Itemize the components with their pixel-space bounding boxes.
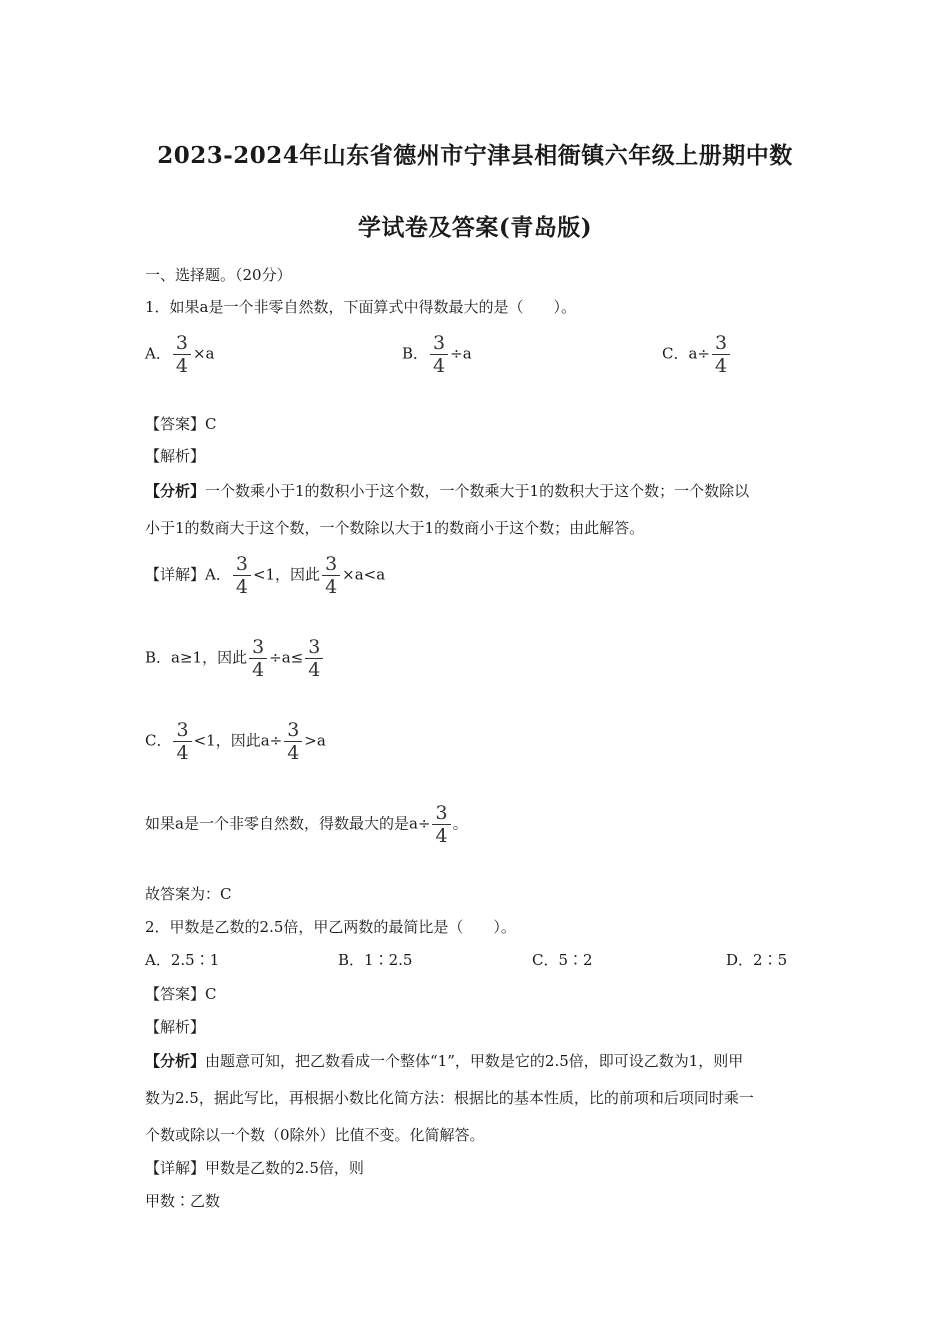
q2-analysis-label: 【解析】: [145, 1018, 206, 1036]
q2-option-c: C．5∶2: [532, 951, 593, 969]
q2-answer: 【答案】C: [145, 985, 217, 1003]
q2-detail-line2: 甲数∶乙数: [145, 1192, 221, 1210]
q2-detail-line1: 【详解】甲数是乙数的2.5倍，则: [145, 1159, 364, 1177]
q1-option-c: C．a÷ $\frac{3}{4}$: [662, 332, 732, 377]
q2-option-a: A．2.5∶1: [145, 951, 220, 969]
doc-title-line2: 学试卷及答案(青岛版): [357, 214, 593, 241]
fraction: $\frac{3}{4}$: [173, 332, 191, 377]
q1-fenxi-line2: 小于1的数商大于这个数，一个数除以大于1的数商小于这个数；由此解答。: [145, 519, 645, 537]
q1-detail-b: B．a≥1，因此 $\frac{3}{4}$ ÷a≤ $\frac{3}{4}$: [145, 636, 325, 681]
fraction: $\frac{3}{4}$: [430, 332, 448, 377]
q2-fenxi-line2: 数为2.5，据此写比，再根据小数比化简方法：根据比的基本性质，比的前项和后项同时乘一: [145, 1089, 754, 1107]
q1-option-b: B． $\frac{3}{4}$ ÷a: [402, 332, 472, 377]
q1-fenxi-line1: 【分析】一个数乘小于1的数积小于这个数，一个数乘大于1的数积大于这个数；一个数除以: [145, 482, 750, 500]
section-heading: 一、选择题。（20分）: [145, 266, 292, 284]
q2-option-d: D．2∶5: [726, 951, 788, 969]
fraction: $\frac{3}{4}$: [712, 332, 730, 377]
q2-fenxi-line1: 【分析】由题意可知，把乙数看成一个整体“1”，甲数是它的2.5倍，即可设乙数为1，则甲: [145, 1052, 744, 1070]
q1-conclusion: 如果a是一个非零自然数，得数最大的是a÷ $\frac{3}{4}$ 。: [145, 802, 468, 847]
fraction: $\frac{3}{4}$: [432, 802, 450, 847]
q1-detail-c: C． $\frac{3}{4}$ <1，因此a÷ $\frac{3}{4}$ >a: [145, 719, 326, 764]
q1-final-answer: 故答案为：C: [145, 885, 232, 903]
q1-detail-a: 【详解】A． $\frac{3}{4}$ <1，因此 $\frac{3}{4}$ ×a<a: [145, 553, 386, 598]
fraction: $\frac{3}{4}$: [305, 636, 323, 681]
fraction: $\frac{3}{4}$: [284, 719, 302, 764]
fraction: $\frac{3}{4}$: [322, 553, 340, 598]
fraction: $\frac{3}{4}$: [233, 553, 251, 598]
q2-stem: 2．甲数是乙数的2.5倍，甲乙两数的最简比是（ ）。: [145, 918, 516, 936]
doc-title-line1: 2023-2024年山东省德州市宁津县相衙镇六年级上册期中数: [157, 142, 793, 169]
q2-fenxi-line3: 个数或除以一个数（0除外）比值不变。化简解答。: [145, 1126, 485, 1144]
fraction: $\frac{3}{4}$: [249, 636, 267, 681]
q1-answer: 【答案】C: [145, 415, 217, 433]
q1-option-a: A． $\frac{3}{4}$ ×a: [145, 332, 215, 377]
q1-analysis-label: 【解析】: [145, 447, 206, 465]
q2-option-b: B．1∶2.5: [338, 951, 413, 969]
q1-stem: 1．如果a是一个非零自然数，下面算式中得数最大的是（ ）。: [145, 298, 576, 316]
fraction: $\frac{3}{4}$: [173, 719, 191, 764]
